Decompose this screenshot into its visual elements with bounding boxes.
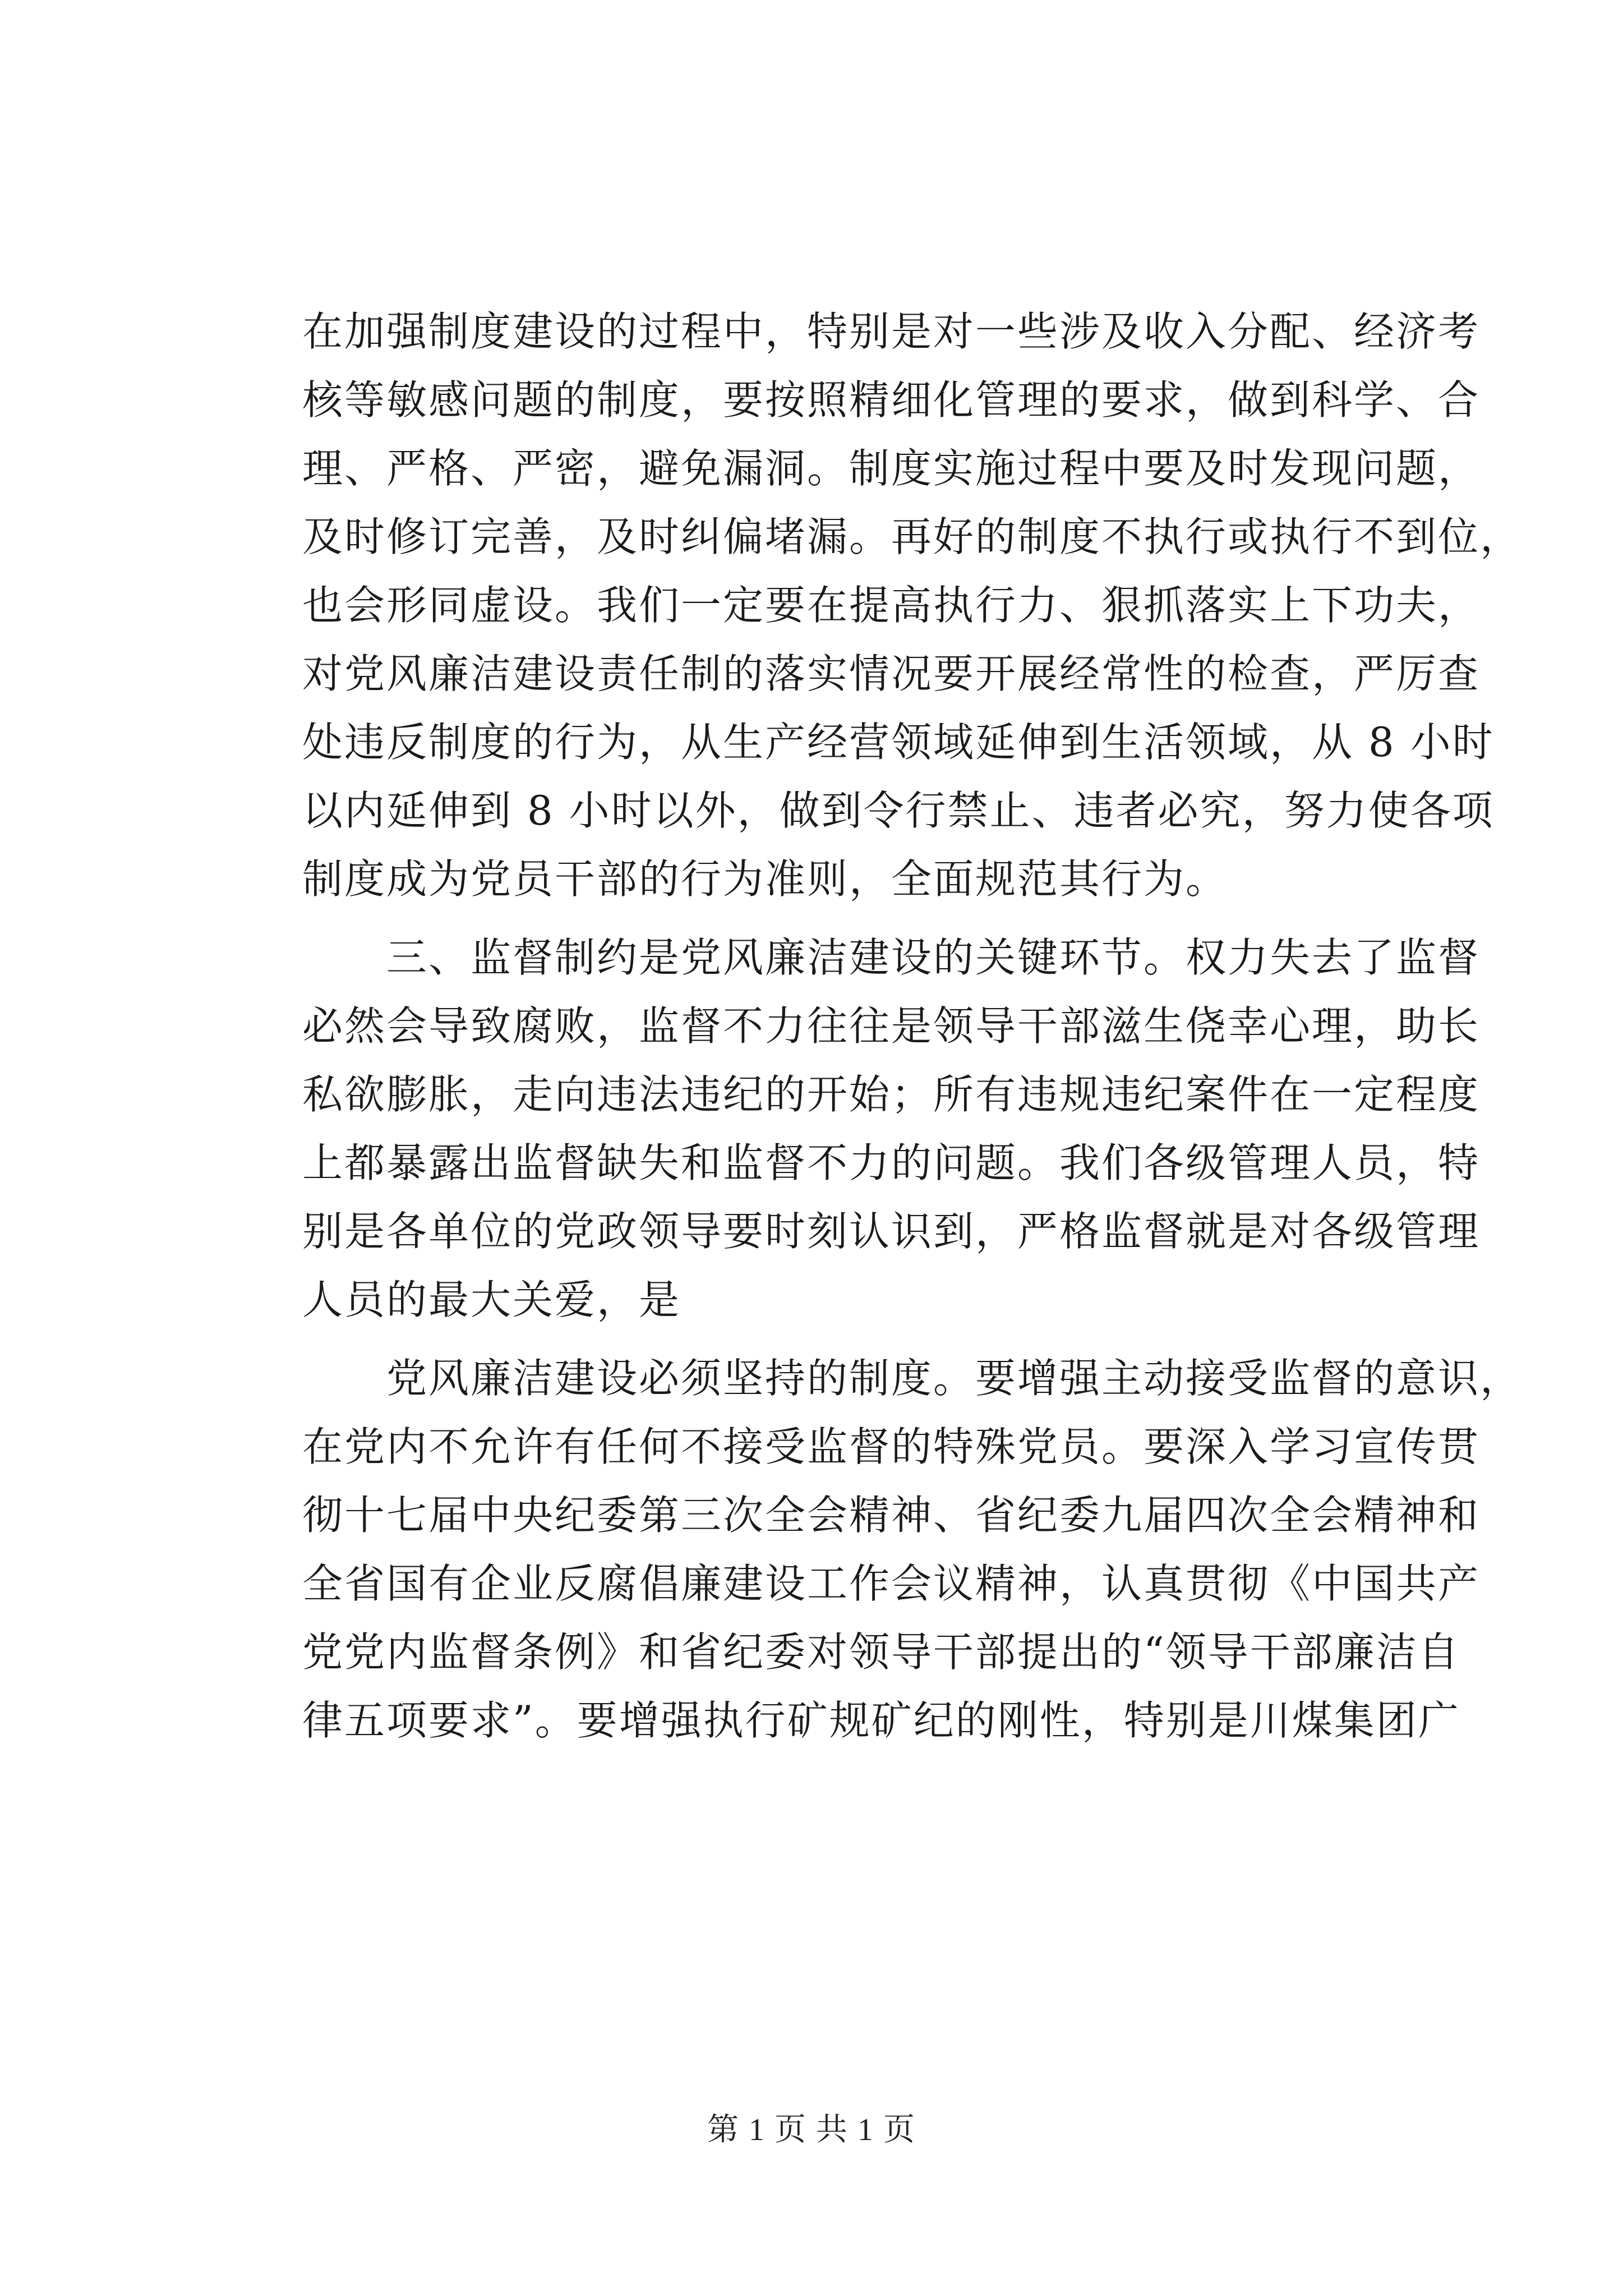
text-line: 处违反制度的行为，从生产经营领域延伸到生活领域，从 8 小时 [302,719,1495,766]
paragraph-spacer [302,913,1418,923]
text-line: 党风廉洁建设必须坚持的制度。要增强主动接受监督的意识， [386,1355,1523,1402]
text-line: 核等敏感问题的制度，要按照精细化管理的要求，做到科学、合 [302,376,1481,424]
paragraph-1 [302,297,1523,913]
text-line: 以内延伸到 8 小时以外，做到令行禁止、违者必究，努力使各项 [302,787,1495,834]
text-line: 别是各单位的党政领导要时刻认识到，严格监督就是对各级管理 [302,1208,1481,1255]
paragraph-3 [302,1344,1523,1755]
paragraph-spacer [302,1334,1418,1344]
text-line: 三、监督制约是党风廉洁建设的关键环节。权力失去了监督 [386,934,1481,981]
text-line: 在党内不允许有任何不接受监督的特殊党员。要深入学习宣传贯 [302,1423,1481,1470]
text-line: 必然会导致腐败，监督不力往往是领导干部滋生侥幸心理，助长 [302,1002,1481,1050]
document-body [302,297,1523,1755]
text-line: 律五项要求”。要增强执行矿规矿纪的刚性，特别是川煤集团广 [302,1697,1460,1744]
text-line: 党党内监督条例》和省纪委对领导干部提出的“领导干部廉洁自 [302,1628,1460,1676]
paragraph-2 [302,923,1481,1334]
text-line: 也会形同虚设。我们一定要在提高执行力、狠抓落实上下功夫， [302,582,1481,629]
page-number-footer: 第 1 页 共 1 页 [707,2113,916,2147]
text-line: 私欲膨胀，走向违法违纪的开始；所有违规违纪案件在一定程度 [302,1071,1481,1118]
text-line: 制度成为党员干部的行为准则，全面规范其行为。 [302,855,1228,903]
text-line: 上都暴露出监督缺失和监督不力的问题。我们各级管理人员，特 [302,1139,1481,1186]
text-line: 全省国有企业反腐倡廉建设工作会议精神，认真贯彻《中国共产 [302,1560,1481,1607]
text-line: 彻十七届中央纪委第三次全会精神、省纪委九届四次全会精神和 [302,1492,1481,1539]
text-line: 理、严格、严密，避免漏洞。制度实施过程中要及时发现问题， [302,445,1481,492]
text-line: 及时修订完善，及时纠偏堵漏。再好的制度不执行或执行不到位， [302,513,1523,560]
text-line: 在加强制度建设的过程中，特别是对一些涉及收入分配、经济考 [302,308,1481,355]
text-line: 对党风廉洁建设责任制的落实情况要开展经常性的检查，严厉查 [302,650,1481,697]
text-line: 人员的最大关爱，是 [302,1276,681,1323]
